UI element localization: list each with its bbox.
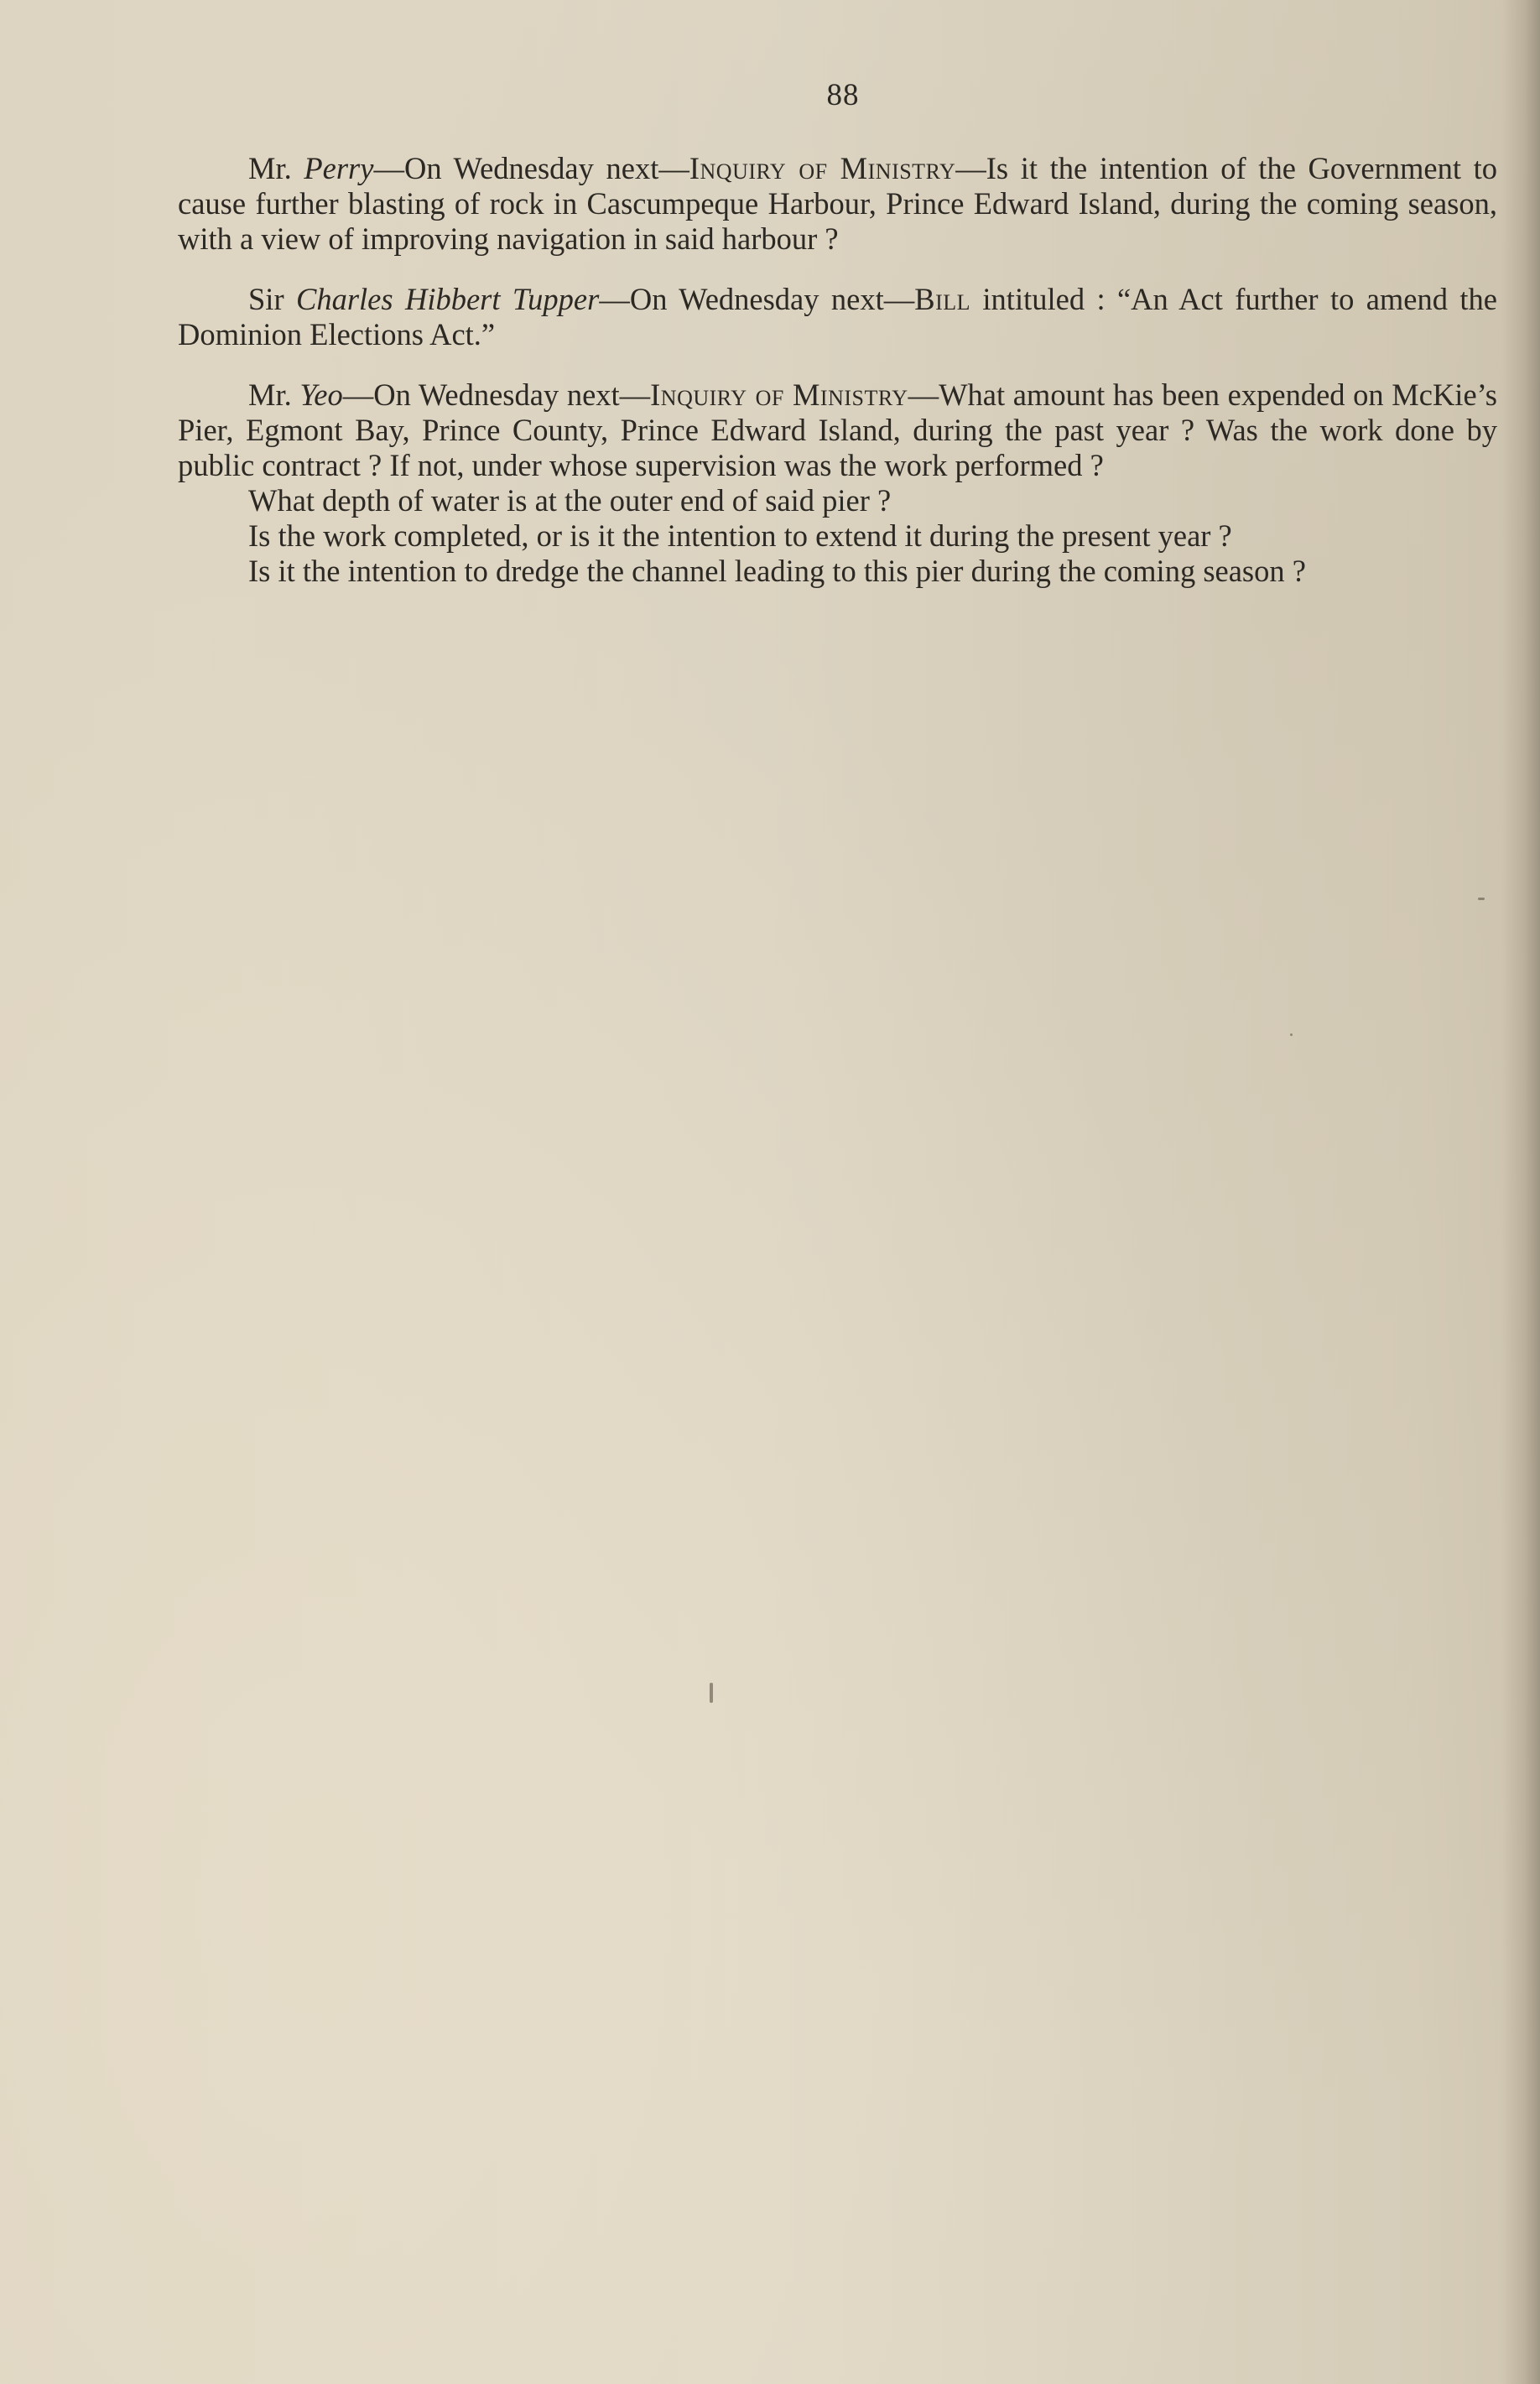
notice-timing: —On Wednesday next— [373, 151, 689, 185]
notice-type: Inquiry of Ministry [650, 377, 908, 412]
notice-body: —Is it the intention of the Government to cause further blasting of rock in Cascumpeque Harbour, Prince Edward Island, during the coming season, with a view of improving navigation in said harbour ? [178, 151, 1497, 256]
paragraph-yeo [178, 377, 1497, 483]
page-number: 88 [826, 78, 860, 112]
member-name: Perry [304, 151, 374, 185]
notice-timing: —On Wednesday next— [342, 377, 651, 412]
paper-speck [710, 1683, 713, 1703]
member-name: Yeo [299, 377, 343, 412]
notice-timing: —On Wednesday next— [599, 282, 915, 316]
notice-type: Bill [914, 282, 971, 316]
member-title: Mr. [248, 377, 300, 412]
paper-speck [1290, 1033, 1293, 1036]
question-depth: What depth of water is at the outer end of said pier ? [248, 483, 892, 518]
page-edge-shadow [1501, 0, 1540, 2384]
member-title: Sir [248, 282, 296, 316]
notice-body: intituled : “An Act further to amend the Dominion Elections Act.” [178, 282, 1497, 351]
document-body [178, 151, 1497, 589]
member-title: Mr. [248, 151, 304, 185]
notice-type: Inquiry of Ministry [689, 151, 956, 185]
paper-speck [1478, 898, 1485, 900]
paragraph-tupper [178, 282, 1497, 352]
question-completion: Is the work completed, or is it the intention to extend it during the present year ? [248, 518, 1232, 553]
member-name: Charles Hibbert Tupper [295, 282, 600, 316]
notice-body: —What amount has been expended on McKie’s Pier, Egmont Bay, Prince County, Prince Edward Island, during the past year ? Was the work done by public contract ? If not, under whose supervision was the work performed ? [178, 377, 1497, 482]
question-dredge: Is it the intention to dredge the channel leading to this pier during the coming season ? [248, 554, 1306, 588]
paragraph-perry [178, 151, 1497, 257]
